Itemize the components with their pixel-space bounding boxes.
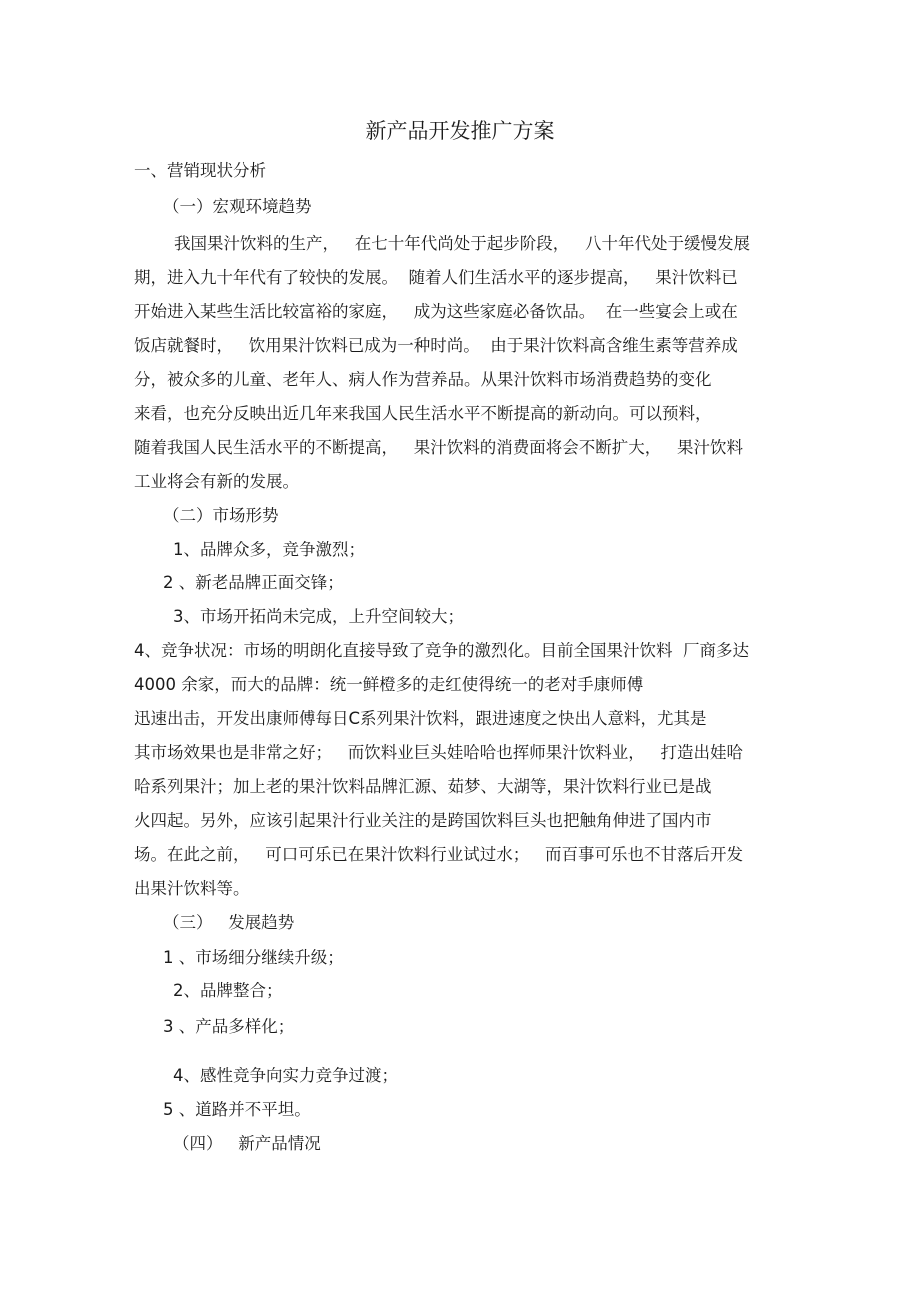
subheading-development-trend: （三） 发展趋势: [163, 913, 295, 932]
paragraph-line: 场。在此之前， 可口可乐已在果汁饮料行业试过水； 而百事可乐也不甘落后开发: [134, 845, 743, 864]
paragraph-line: 4、竞争状况：市场的明朗化直接导致了竞争的激烈化。目前全国果汁饮料 厂商多达: [134, 641, 749, 660]
paragraph-line: 其市场效果也是非常之好； 而饮料业巨头娃哈哈也挥师果汁饮料业， 打造出娃哈: [134, 743, 743, 762]
paragraph-line: 工业将会有新的发展。: [134, 472, 299, 491]
paragraph-line: 出果汁饮料等。: [134, 879, 250, 898]
list-item: 2、品牌整合；: [173, 981, 283, 1000]
paragraph-line: 我国果汁饮料的生产， 在七十年代尚处于起步阶段， 八十年代处于缓慢发展: [174, 234, 750, 253]
subheading-market-situation: （二）市场形势: [163, 506, 279, 525]
list-item: 1、品牌众多，竞争激烈；: [173, 540, 365, 559]
list-item: 5 、道路并不平坦。: [163, 1100, 311, 1119]
paragraph-line: 迅速出击，开发出康师傅每日C系列果汁饮料，跟进速度之快出人意料，尤其是: [134, 709, 707, 728]
subheading-new-product: （四） 新产品情况: [173, 1134, 321, 1153]
paragraph-line: 分，被众多的儿童、老年人、病人作为营养品。从果汁饮料市场消费趋势的变化: [134, 370, 712, 389]
subheading-macro-environment: （一）宏观环境趋势: [163, 197, 312, 216]
paragraph-line: 4000 余家，而大的品牌：统一鲜橙多的走红使得统一的老对手康师傅: [134, 675, 644, 694]
list-item: 4、感性竞争向实力竞争过渡；: [173, 1066, 398, 1085]
paragraph-line: 哈系列果汁；加上老的果汁饮料品牌汇源、茹梦、大湖等，果汁饮料行业已是战: [134, 777, 712, 796]
list-item: 1 、市场细分继续升级；: [163, 948, 344, 967]
list-item: 3 、产品多样化；: [163, 1017, 295, 1036]
section-heading-marketing-status: 一、营销现状分析: [134, 161, 266, 180]
paragraph-line: 饭店就餐时， 饮用果汁饮料已成为一种时尚。 由于果汁饮料高含维生素等营养成: [134, 336, 738, 355]
paragraph-line: 开始进入某些生活比较富裕的家庭， 成为这些家庭必备饮品。 在一些宴会上或在: [134, 302, 738, 321]
document-title: 新产品开发推广方案: [365, 119, 555, 143]
paragraph-line: 期，进入九十年代有了较快的发展。 随着人们生活水平的逐步提高， 果汁饮料已: [134, 268, 738, 287]
paragraph-line: 火四起。另外，应该引起果汁行业关注的是跨国饮料巨头也把触角伸进了国内市: [134, 811, 712, 830]
list-item: 2 、新老品牌正面交锋；: [163, 573, 344, 592]
list-item: 3、市场开拓尚未完成，上升空间较大；: [173, 607, 464, 626]
paragraph-line: 随着我国人民生活水平的不断提高， 果汁饮料的消费面将会不断扩大， 果汁饮料: [134, 438, 743, 457]
paragraph-line: 来看，也充分反映出近几年来我国人民生活水平不断提高的新动向。可以预料，: [134, 404, 712, 423]
